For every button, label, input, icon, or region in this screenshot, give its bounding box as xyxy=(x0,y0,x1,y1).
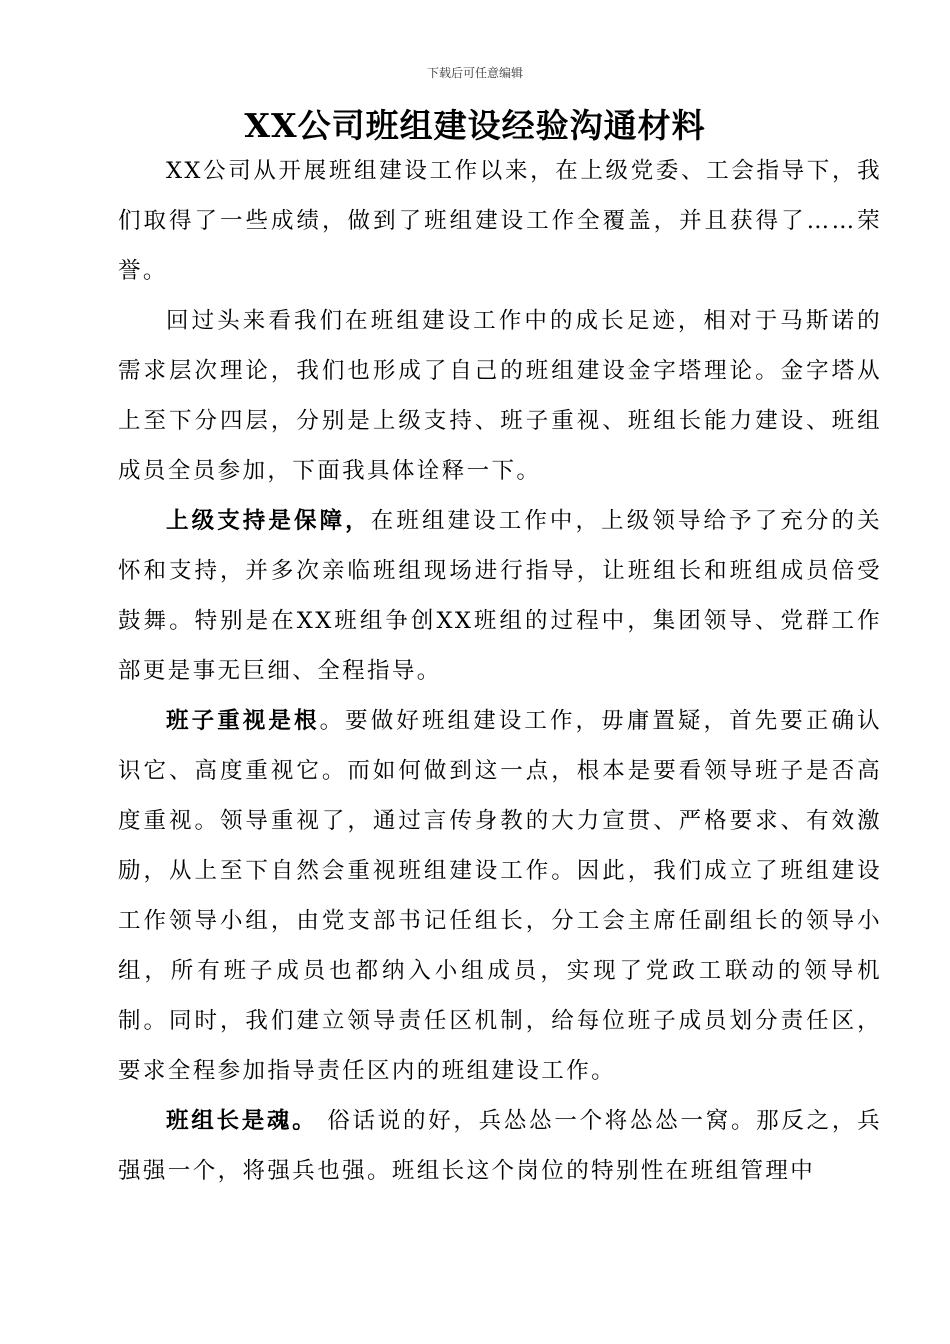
paragraph-leadership-attention xyxy=(118,696,882,1096)
paragraph-text: 。要做好班组建设工作，毋庸置疑，首先要正确认识它、高度重视它。而如何做到这一点，根本是要看领导班子是否高度重视。领导重视了，通过言传身教的大力宣贯、严格要求、有效激励，从上至下自然会重视班组建设工作。因此，我们成立了班组建设工作领导小组，由党支部书记任组长，分工会主席任副组长的领导小组，所有班子成员也都纳入小组成员，实现了党政工联动的领导机制。同时，我们建立领导责任区机制，给每位班子成员划分责任区，要求全程参加指导责任区内的班组建设工作。 xyxy=(118,708,882,1084)
paragraph-lead: 上级支持是保障， xyxy=(166,508,371,534)
paragraph-text: XX公司从开展班组建设工作以来，在上级党委、工会指导下，我们取得了一些成绩，做到了班组建设工作全覆盖，并且获得了……荣誉。 xyxy=(118,158,882,284)
paragraph-lead: 班组长是魂。 xyxy=(166,1108,318,1134)
paragraph-lead: 班子重视是根 xyxy=(166,708,320,734)
paragraph-text: 俗话说的好，兵怂怂一个将怂怂一窝。那反之，兵强强一个，将强兵也强。班组长这个岗位的特别性在班组管理中 xyxy=(118,1108,882,1184)
paragraph-text: 回过头来看我们在班组建设工作中的成长足迹，相对于马斯诺的需求层次理论，我们也形成了自己的班组建设金字塔理论。金字塔从上至下分四层，分别是上级支持、班子重视、班组长能力建设、班组成员全员参加，下面我具体诠释一下。 xyxy=(118,308,882,484)
paragraph-superior-support xyxy=(118,496,882,696)
paragraph-team-leader xyxy=(118,1096,882,1196)
document-title: XX公司班组建设经验沟通材料 xyxy=(244,106,706,145)
paragraph-text: 在班组建设工作中，上级领导给予了充分的关怀和支持，并多次亲临班组现场进行指导，让班组长和班组成员倍受鼓舞。特别是在XX班组争创XX班组的过程中，集团领导、党群工作部更是事无巨细、全程指导。 xyxy=(118,508,882,684)
paragraph-pyramid-theory xyxy=(118,296,882,496)
paragraph-intro xyxy=(118,146,882,296)
header-note: 下载后可任意编辑 xyxy=(426,66,523,80)
document-body xyxy=(118,146,882,1196)
